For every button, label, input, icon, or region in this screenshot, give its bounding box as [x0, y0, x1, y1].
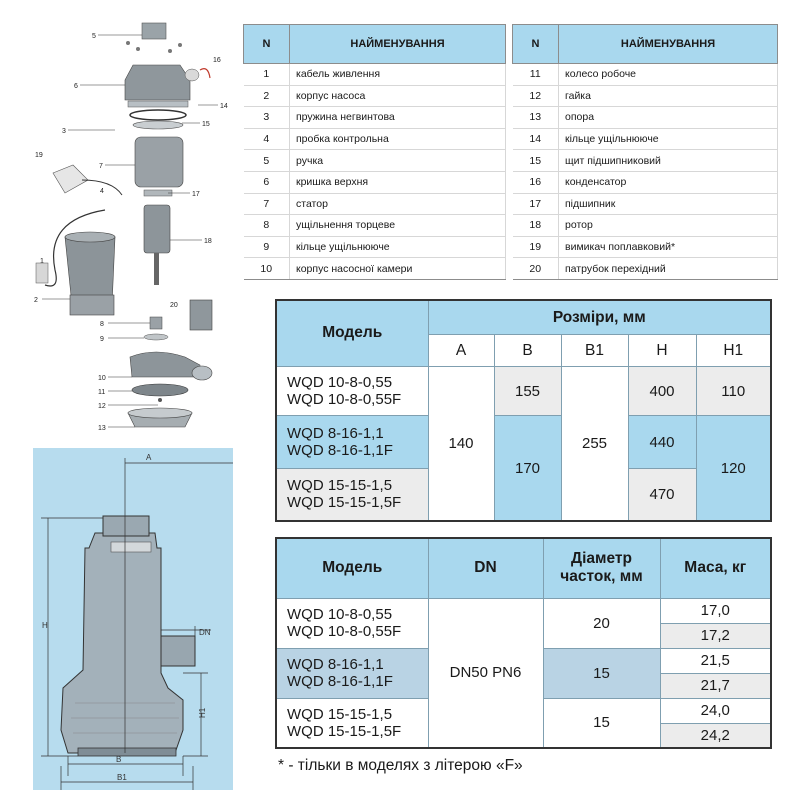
mass-value: 17,2	[660, 623, 771, 648]
callout-11: 11	[98, 389, 106, 396]
dim-label-h1: H1	[198, 707, 207, 718]
part-handle	[142, 23, 166, 39]
footnote: * - тільки в моделях з літерою «F»	[278, 757, 523, 774]
parts-right-n-header: N	[513, 25, 559, 64]
dn-value: DN50 PN6	[428, 598, 543, 748]
dim-label-b1: B1	[117, 773, 127, 782]
dim-h-value: 440	[628, 416, 696, 469]
table-row: 16 конденсатор	[513, 171, 778, 193]
part-rotor	[144, 205, 170, 253]
dim-b1-value: 255	[561, 366, 628, 521]
callout-2: 2	[34, 297, 38, 304]
table-row: 5 ручка	[244, 150, 506, 172]
dim-a-value: 140	[428, 366, 494, 521]
table-row: 6 кришка верхня	[244, 171, 506, 193]
callout-20: 20	[170, 302, 178, 309]
table-row: 18 ротор	[513, 215, 778, 237]
callout-10: 10	[98, 375, 106, 382]
callout-12: 12	[98, 403, 106, 410]
model-cell: WQD 15-15-1,5 WQD 15-15-1,5F	[276, 468, 428, 521]
callout-9: 9	[100, 336, 104, 343]
mass-value: 21,7	[660, 673, 771, 698]
callout-16: 16	[213, 57, 221, 64]
mass-value: 24,0	[660, 698, 771, 723]
mass-table	[275, 537, 772, 749]
callout-18: 18	[204, 238, 212, 245]
particle-header: Діаметр часток, мм	[543, 538, 660, 598]
particle-value: 15	[543, 648, 660, 698]
discharge-outlet	[161, 636, 195, 666]
sizes-group-header: Розміри, мм	[428, 300, 771, 335]
table-row: 8 ущільнення торцеве	[244, 215, 506, 237]
mass-value: 17,0	[660, 598, 771, 623]
table-row: 14 кільце ущільнююче	[513, 128, 778, 150]
table-row: 19 вимикач поплавковий*	[513, 236, 778, 258]
callout-19: 19	[35, 152, 43, 159]
mass-value: 24,2	[660, 723, 771, 748]
part-impeller	[132, 384, 188, 396]
dim-label-b: B	[116, 755, 122, 764]
mass-header: Маса, кг	[660, 538, 771, 598]
model-cell: WQD 10-8-0,55 WQD 10-8-0,55F	[276, 598, 428, 648]
callout-15: 15	[202, 121, 210, 128]
col-header-b: B	[494, 335, 561, 367]
callout-7: 7	[99, 163, 103, 170]
table-row: 15 щит підшипниковий	[513, 150, 778, 172]
callout-6: 6	[74, 83, 78, 90]
dim-b-value: 155	[494, 366, 561, 415]
model-cell: WQD 10-8-0,55 WQD 10-8-0,55F	[276, 366, 428, 415]
parts-table-left	[243, 24, 506, 280]
dim-b-value: 170	[494, 416, 561, 521]
table-row: 12 гайка	[513, 85, 778, 107]
part-stator	[135, 137, 183, 187]
dim-h1-value: 120	[696, 416, 771, 521]
part-top-cover	[125, 65, 190, 100]
table-row: 20 патрубок перехідний	[513, 258, 778, 280]
dim-h-value: 400	[628, 366, 696, 415]
callout-4: 4	[100, 188, 104, 195]
table-row: 17 підшипник	[513, 193, 778, 215]
parts-left-name-header: НАЙМЕНУВАННЯ	[290, 25, 506, 64]
col-header-a: A	[428, 335, 494, 367]
table-row: 4 пробка контрольна	[244, 128, 506, 150]
callout-5: 5	[92, 33, 96, 40]
table-row: 10 корпус насосної камери	[244, 258, 506, 280]
table-row: 9 кільце ущільнююче	[244, 236, 506, 258]
table-row: 13 опора	[513, 107, 778, 129]
dim-label-dn: DN	[199, 628, 211, 637]
parts-table-right	[512, 24, 778, 280]
callout-17: 17	[192, 191, 200, 198]
part-pump-chamber	[130, 352, 200, 377]
part-adapter-pipe	[190, 300, 212, 330]
model-cell: WQD 15-15-1,5 WQD 15-15-1,5F	[276, 698, 428, 748]
exploded-view-drawing	[20, 5, 235, 445]
table-row: 3 пружина негвинтова	[244, 107, 506, 129]
model-cell: WQD 8-16-1,1 WQD 8-16-1,1F	[276, 648, 428, 698]
sizes-model-header: Модель	[276, 300, 428, 366]
mass-model-header: Модель	[276, 538, 428, 598]
table-row: 7 статор	[244, 193, 506, 215]
parts-right-name-header: НАЙМЕНУВАННЯ	[559, 25, 778, 64]
callout-14: 14	[220, 103, 228, 110]
particle-value: 20	[543, 598, 660, 648]
col-header-h1: H1	[696, 335, 771, 367]
part-capacitor	[185, 69, 199, 81]
parts-left-n-header: N	[244, 25, 290, 64]
dim-h-value: 470	[628, 468, 696, 521]
table-row: 1 кабель живлення	[244, 64, 506, 86]
col-header-b1: B1	[561, 335, 628, 367]
table-row: 2 корпус насоса	[244, 85, 506, 107]
part-float-switch	[53, 165, 88, 193]
callout-13: 13	[98, 425, 106, 432]
dim-label-a: A	[146, 453, 152, 462]
mass-value: 21,5	[660, 648, 771, 673]
callout-3: 3	[62, 128, 66, 135]
particle-value: 15	[543, 698, 660, 748]
callout-8: 8	[100, 321, 104, 328]
col-header-h: H	[628, 335, 696, 367]
model-cell: WQD 8-16-1,1 WQD 8-16-1,1F	[276, 416, 428, 469]
table-row: 11 колесо робоче	[513, 64, 778, 86]
sizes-table	[275, 299, 772, 522]
dimension-drawing	[33, 448, 233, 790]
callout-1: 1	[40, 258, 44, 265]
dim-label-h: H	[42, 621, 48, 630]
dim-h1-value: 110	[696, 366, 771, 415]
dn-header: DN	[428, 538, 543, 598]
